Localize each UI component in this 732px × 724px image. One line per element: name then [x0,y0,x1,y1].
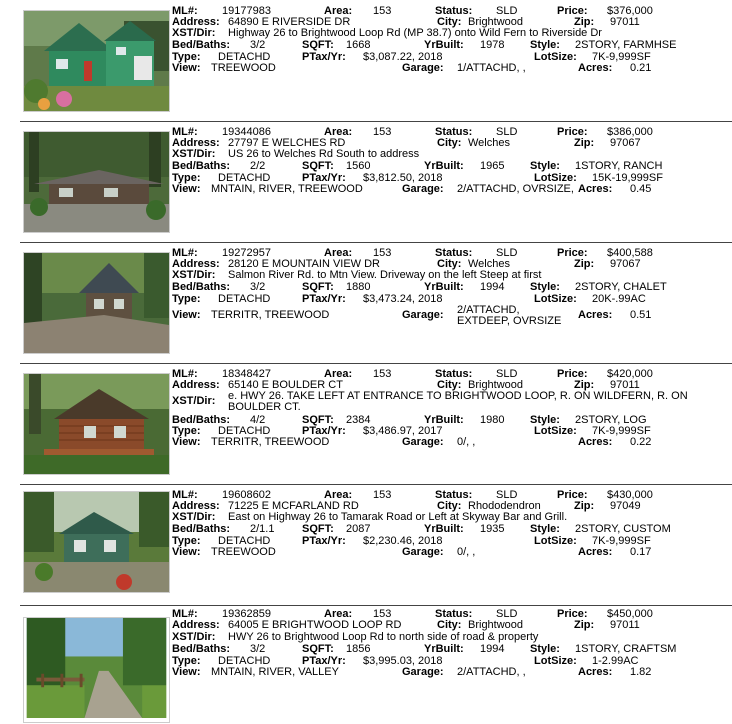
price-label: Price: [557,368,588,380]
view-label: View: [172,309,201,321]
yrbuilt-label: YrBuilt: [424,281,464,293]
listing-1 [0,0,732,121]
acres-label: Acres: [578,309,613,321]
acres-label: Acres: [578,666,613,678]
ptax-label: PTax/Yr: [302,425,346,437]
type-label: Type: [172,172,201,184]
city-label: City: [437,258,462,270]
city-value: Brightwood [468,619,524,631]
city-value: Brightwood [468,16,524,28]
lotsize-value: 7K-9,999SF [592,51,651,63]
price-value: $400,588 [607,247,653,259]
ml-label: ML#: [172,5,198,17]
price-value: $376,000 [607,5,653,17]
lotsize-value: 20K-.99AC [592,293,646,305]
address-value: 64890 E RIVERSIDE DR [228,16,351,28]
view-value: TERRITR, TREEWOOD [211,436,330,448]
bedbaths-label: Bed/Baths: [172,414,231,426]
status-value: SLD [496,489,518,501]
garage-label: Garage: [402,62,444,74]
garage-value-line2: EXTDEEP, OVRSIZE [457,315,562,327]
xst-value: HWY 26 to Brightwood Loop Rd to north side of road & property [228,631,539,643]
xst-label: XST/Dir: [172,395,216,407]
acres-label: Acres: [578,436,613,448]
address-label: Address: [172,619,220,631]
garage-label: Garage: [402,183,444,195]
price-label: Price: [557,126,588,138]
garage-label: Garage: [402,546,444,558]
xst-value: e. HWY 26. TAKE LEFT AT ENTRANCE TO BRIGHTWOOD LOOP, R. ON WILDFERN, R. ON [228,390,688,402]
view-value: MNTAIN, RIVER, TREEWOOD [211,183,363,195]
acres-value: 0.17 [630,546,652,558]
xst-label: XST/Dir: [172,27,216,39]
listing-divider [20,605,732,606]
status-value: SLD [496,247,518,259]
zip-value: 97011 [610,379,640,391]
view-label: View: [172,62,201,74]
style-label: Style: [530,160,560,172]
ml-label: ML#: [172,126,198,138]
area-value: 153 [373,126,392,138]
ml-value: 18348427 [222,368,271,380]
zip-value: 97067 [610,258,641,270]
type-label: Type: [172,293,201,305]
listing-divider [20,484,732,485]
zip-label: Zip: [574,16,595,28]
lotsize-value: 15K-19,999SF [592,172,663,184]
bedbaths-label: Bed/Baths: [172,281,231,293]
yrbuilt-value: 1978 [480,39,505,51]
type-value: DETACHD [218,655,271,667]
house-photo-icon[interactable] [23,252,170,354]
area-label: Area: [324,368,353,380]
ptax-value: $3,486.97, 2017 [363,425,443,437]
city-label: City: [437,137,462,149]
sqft-value: 1880 [346,281,371,293]
ptax-label: PTax/Yr: [302,535,346,547]
lotsize-label: LotSize: [534,293,577,305]
area-value: 153 [373,247,392,259]
status-label: Status: [435,489,473,501]
garage-value: 2/ATTACHD, [457,304,520,316]
address-value: 27797 E WELCHES RD [228,137,346,149]
zip-value: 97049 [610,500,641,512]
address-label: Address: [172,137,220,149]
type-value: DETACHD [218,172,271,184]
city-label: City: [437,379,462,391]
address-label: Address: [172,258,220,270]
yrbuilt-value: 1935 [480,523,505,535]
status-value: SLD [496,126,518,138]
address-value: 28120 E MOUNTAIN VIEW DR [228,258,380,270]
style-value: 2STORY, FARMHSE [575,39,677,51]
listing-divider [20,363,732,364]
sqft-label: SQFT: [302,160,334,172]
price-value: $386,000 [607,126,653,138]
yrbuilt-value: 1994 [480,281,505,293]
zip-value: 97011 [610,619,640,631]
ptax-value: $3,995.03, 2018 [363,655,443,667]
type-value: DETACHD [218,293,271,305]
xst-label: XST/Dir: [172,511,216,523]
area-value: 153 [373,489,392,501]
zip-label: Zip: [574,258,595,270]
garage-value: 0/, , [457,436,476,448]
acres-label: Acres: [578,183,613,195]
type-value: DETACHD [218,535,271,547]
bedbaths-value: 2/1.1 [250,523,275,535]
acres-value: 0.22 [630,436,652,448]
area-value: 153 [373,608,392,620]
lotsize-label: LotSize: [534,51,577,63]
address-value: 64005 E BRIGHTWOOD LOOP RD [228,619,402,631]
ml-value: 19177983 [222,5,271,17]
status-label: Status: [435,247,473,259]
sqft-label: SQFT: [302,281,334,293]
ml-label: ML#: [172,368,198,380]
status-value: SLD [496,608,518,620]
zip-value: 97011 [610,16,640,28]
lotsize-label: LotSize: [534,172,577,184]
xst-label: XST/Dir: [172,269,216,281]
type-value: DETACHD [218,51,271,63]
type-label: Type: [172,655,201,667]
area-label: Area: [324,489,353,501]
price-label: Price: [557,5,588,17]
ptax-label: PTax/Yr: [302,51,346,63]
garage-value: 2/ATTACHD, OVRSIZE, [457,183,574,195]
bedbaths-value: 3/2 [250,281,266,293]
view-label: View: [172,436,201,448]
ptax-value: $3,812.50, 2018 [363,172,443,184]
style-label: Style: [530,39,560,51]
address-label: Address: [172,16,220,28]
yrbuilt-label: YrBuilt: [424,160,464,172]
view-label: View: [172,666,201,678]
acres-value: 0.51 [630,309,652,321]
yrbuilt-label: YrBuilt: [424,39,464,51]
bedbaths-value: 2/2 [250,160,266,172]
acres-value: 1.82 [630,666,652,678]
status-label: Status: [435,126,473,138]
xst-value: Salmon River Rd. to Mtn View. Driveway on the left Steep at first [228,269,542,281]
listing-5 [0,484,732,605]
sqft-value: 1560 [346,160,371,172]
acres-label: Acres: [578,62,613,74]
xst-value: US 26 to Welches Rd South to address [228,148,420,160]
xst-label: XST/Dir: [172,631,216,643]
status-value: SLD [496,368,518,380]
price-label: Price: [557,489,588,501]
view-value: TREEWOOD [211,546,276,558]
lotsize-value: 1-2.99AC [592,655,639,667]
price-value: $430,000 [607,489,653,501]
yrbuilt-value: 1965 [480,160,505,172]
lotsize-label: LotSize: [534,425,577,437]
style-value: 2STORY, CUSTOM [575,523,671,535]
type-label: Type: [172,535,201,547]
ml-label: ML#: [172,247,198,259]
zip-value: 97067 [610,137,641,149]
sqft-value: 1856 [346,643,371,655]
type-label: Type: [172,425,201,437]
yrbuilt-value: 1980 [480,414,505,426]
ptax-label: PTax/Yr: [302,172,346,184]
bedbaths-label: Bed/Baths: [172,160,231,172]
price-value: $420,000 [607,368,653,380]
status-label: Status: [435,368,473,380]
xst-value-line2: BOULDER CT. [228,401,301,413]
city-label: City: [437,619,462,631]
listing-4 [0,363,732,484]
acres-value: 0.21 [630,62,652,74]
ptax-value: $3,087.22, 2018 [363,51,443,63]
ml-label: ML#: [172,489,198,501]
price-label: Price: [557,608,588,620]
ml-value: 19608602 [222,489,271,501]
area-label: Area: [324,247,353,259]
status-value: SLD [496,5,518,17]
sqft-label: SQFT: [302,39,334,51]
garage-value: 1/ATTACHD, , [457,62,526,74]
view-label: View: [172,546,201,558]
type-value: DETACHD [218,425,271,437]
ptax-label: PTax/Yr: [302,655,346,667]
bedbaths-label: Bed/Baths: [172,523,231,535]
garage-value: 2/ATTACHD, , [457,666,526,678]
zip-label: Zip: [574,619,595,631]
price-label: Price: [557,247,588,259]
ptax-value: $3,473.24, 2018 [363,293,443,305]
bedbaths-label: Bed/Baths: [172,643,231,655]
lotsize-label: LotSize: [534,535,577,547]
view-value: TREEWOOD [211,62,276,74]
price-value: $450,000 [607,608,653,620]
house-photo-icon[interactable] [23,10,170,112]
listing-divider [20,121,732,122]
house-photo-icon[interactable] [23,617,170,723]
xst-value: Highway 26 to Brightwood Loop Rd (MP 38.7) onto Wild Fern to Riverside Dr [228,27,602,39]
status-label: Status: [435,608,473,620]
ml-value: 19362859 [222,608,271,620]
address-label: Address: [172,500,220,512]
yrbuilt-value: 1994 [480,643,505,655]
view-value: TERRITR, TREEWOOD [211,309,330,321]
house-photo-icon[interactable] [23,131,170,233]
garage-label: Garage: [402,436,444,448]
garage-value: 0/, , [457,546,476,558]
listing-3 [0,242,732,363]
zip-label: Zip: [574,500,595,512]
sqft-label: SQFT: [302,643,334,655]
city-value: Brightwood [468,379,524,391]
sqft-label: SQFT: [302,414,334,426]
status-label: Status: [435,5,473,17]
style-label: Style: [530,643,560,655]
bedbaths-value: 3/2 [250,39,266,51]
zip-label: Zip: [574,137,595,149]
lotsize-value: 7K-9,999SF [592,425,651,437]
style-value: 1STORY, CRAFTSM [575,643,677,655]
ml-value: 19272957 [222,247,271,259]
type-label: Type: [172,51,201,63]
bedbaths-label: Bed/Baths: [172,39,231,51]
xst-value: East on Highway 26 to Tamarak Road or Left at Skyway Bar and Grill. [228,511,568,523]
address-value: 71225 E MCFARLAND RD [228,500,359,512]
city-label: City: [437,500,462,512]
sqft-value: 2087 [346,523,371,535]
yrbuilt-label: YrBuilt: [424,643,464,655]
ptax-label: PTax/Yr: [302,293,346,305]
ml-label: ML#: [172,608,198,620]
lotsize-label: LotSize: [534,655,577,667]
city-value: Welches [468,137,510,149]
address-value: 65140 E BOULDER CT [228,379,343,391]
sqft-label: SQFT: [302,523,334,535]
style-value: 1STORY, RANCH [575,160,663,172]
garage-label: Garage: [402,309,444,321]
city-label: City: [437,16,462,28]
style-label: Style: [530,414,560,426]
style-value: 2STORY, CHALET [575,281,667,293]
yrbuilt-label: YrBuilt: [424,523,464,535]
house-photo-icon[interactable] [23,373,170,475]
area-value: 153 [373,368,392,380]
lotsize-value: 7K-9,999SF [592,535,651,547]
ptax-value: $2,230.46, 2018 [363,535,443,547]
area-label: Area: [324,5,353,17]
listing-divider [20,242,732,243]
xst-label: XST/Dir: [172,148,216,160]
yrbuilt-label: YrBuilt: [424,414,464,426]
listing-6 [0,605,732,724]
listing-2 [0,121,732,242]
address-label: Address: [172,379,220,391]
style-label: Style: [530,281,560,293]
ml-value: 19344086 [222,126,271,138]
view-value: MNTAIN, RIVER, VALLEY [211,666,339,678]
view-label: View: [172,183,201,195]
zip-label: Zip: [574,379,595,391]
style-value: 2STORY, LOG [575,414,647,426]
acres-value: 0.45 [630,183,652,195]
garage-label: Garage: [402,666,444,678]
area-value: 153 [373,5,392,17]
area-label: Area: [324,608,353,620]
bedbaths-value: 4/2 [250,414,266,426]
sqft-value: 2384 [346,414,371,426]
sqft-value: 1668 [346,39,371,51]
bedbaths-value: 3/2 [250,643,266,655]
city-value: Welches [468,258,510,270]
area-label: Area: [324,126,353,138]
style-label: Style: [530,523,560,535]
house-photo-icon[interactable] [23,491,170,593]
city-value: Rhododendron [468,500,541,512]
acres-label: Acres: [578,546,613,558]
